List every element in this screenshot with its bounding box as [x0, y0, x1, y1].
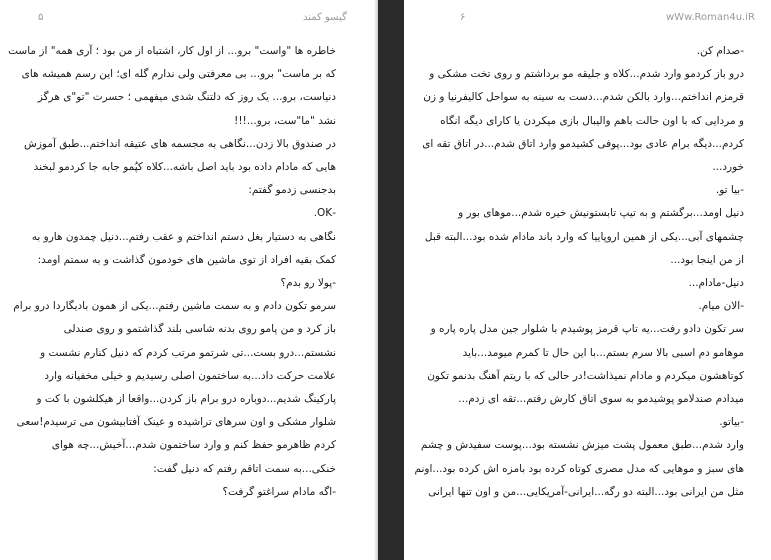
text-line: کردم...دیگه برام عادی بود...پوفی کشیدمو وارد اتاق شدم...در اتاق تقه ای	[422, 137, 744, 150]
text-line: درو باز کردمو وارد شدم...کلاه و جلیقه مو برداشتم و روی تخت مشکی و	[429, 68, 744, 81]
text-line: کردم ظاهرمو حفظ کنم و وارد ساختمون شدم...آخیش...چه هوای	[51, 439, 336, 452]
text-line: دنیاست، برو... یک روز که دلتنگ شدی میفهمی ؛ حسرت "تو"ی هرگز	[37, 91, 336, 104]
right-header-site: wWw.Roman4u.iR	[666, 12, 755, 23]
text-line: و مردایی که با اون حالت باهم والیبال بازی میکردن یا کارای دیگه انگاه	[440, 114, 744, 127]
right-page-text	[404, 0, 771, 560]
text-line: خاطره ها "واست" برو... از اول کار، اشتباه از من بود ؛ آری همه" از ماست	[8, 45, 336, 57]
left-page-number: ۵	[38, 12, 44, 23]
book-gutter	[378, 0, 404, 560]
text-line: که بر ماست" برو... بی معرفتی ولی ندارم گله ای؛ این رسم همیشه های	[21, 68, 336, 81]
text-line: نشستم...درو بست...تی شرتمو مرتب کردم که دنیل کنارم نشست و	[40, 346, 336, 359]
text-line: قرمزم انداختم...وارد بالکن شدم...دست به سینه به سواحل کالیفرنیا و زن	[423, 91, 744, 104]
text-line: سر تکون دادو رفت...یه تاپ قرمز پوشیدم با شلوار جین مدل پاره پاره و	[430, 323, 744, 336]
text-line: میدادم صندلامو پوشیدمو به سوی اتاق کارش رفتم...تقه ای زدم...	[458, 393, 744, 405]
right-page	[404, 0, 771, 560]
text-line: دنیل-مادام...	[688, 277, 744, 289]
text-line: در صندوق بالا زدن...نگاهی به مجسمه های عتیقه انداختم...طبق آموزش	[24, 137, 336, 150]
text-line: -صدام کن.	[696, 45, 744, 57]
text-line: پارکینگ شدیم...دوباره درو برام باز کردن...واقعا از هیکلشون با کت و	[36, 393, 336, 405]
text-line: -الان میام.	[698, 300, 744, 313]
left-page	[0, 0, 378, 560]
text-line: وارد شدم...طبق معمول پشت میزش نشسته بود...پوست سفیدش و چشم	[420, 439, 744, 452]
text-line: از من اینجا بود...	[670, 253, 744, 266]
text-line: کوتاهشون میکردم و مادام نمیذاشت!در حالی که با ریتم آهنگ بدنمو تکون	[427, 369, 744, 382]
text-line: -اگه مادام سراغتو گرفت؟	[222, 485, 336, 498]
text-line: بدجنسی زدمو گفتم:	[248, 184, 336, 197]
left-header-title: گیسو کمند	[303, 12, 347, 23]
text-line: خورد...	[712, 161, 744, 173]
text-line: چشمهای آبی...یکی از همین اروپاییا که وارد باند مادام شده بود...البته قبل	[424, 230, 744, 243]
text-line: نگاهی به دستیار بغل دستم انداختم و عقب رفتم...دنیل چمدون هارو به	[31, 230, 336, 243]
text-line: -بیا تو.	[715, 184, 744, 197]
left-page-text	[0, 0, 378, 560]
right-page-number: ۶	[460, 12, 466, 23]
text-line: موهامو دم اسبی بالا سرم بستم...با این حال تا کمرم میومد...باید	[462, 346, 744, 359]
text-line: -بیاتو.	[719, 416, 744, 429]
text-line: شلوار مشکی و اون سرهای تراشیده و عینک آفتابیشون می ترسیدم!سعی	[16, 416, 336, 429]
text-line: خنکی...به سمت اتاقم رفتم که دنیل گفت:	[153, 462, 336, 475]
text-line: های سبز و موهایی که مدل مصری کوتاه کرده بود بامزه اش کرده بود...اونم	[414, 462, 744, 475]
text-line: هایی که مادام داده بود باید اصل باشه...کلاه کپُمو جابه جا کردمو لبخند	[33, 161, 336, 173]
text-line: علامت حرکت داد...به ساختمون اصلی رسیدیم و خیلی مخفیانه وارد	[44, 369, 336, 382]
text-line: سرمو تکون دادم و به سمت ماشین رفتم...یکی از همون بادیگاردا درو برام	[13, 300, 336, 313]
text-line: -OK.	[313, 207, 336, 220]
text-line: کمک بقیه افراد از توی ماشین های خودمون گذاشت و به سمتم اومد:	[37, 253, 336, 266]
text-line: نشد "ما"ست، برو...!!!	[234, 114, 336, 127]
text-line: مثل من ایرانی بود...البته دو رگه...ایرانی-آمریکایی...من و اون تنها ایرانی	[428, 485, 744, 498]
text-line: دنیل اومد...برگشتم و به تیپ تابستونیش خیره شدم...موهای بور و	[458, 207, 744, 220]
text-line: باز کرد و من پامو روی بدنه شاسی بلند گذاشتمو و روی صندلی	[63, 323, 336, 336]
text-line: -پولا رو بدم؟	[280, 277, 336, 289]
